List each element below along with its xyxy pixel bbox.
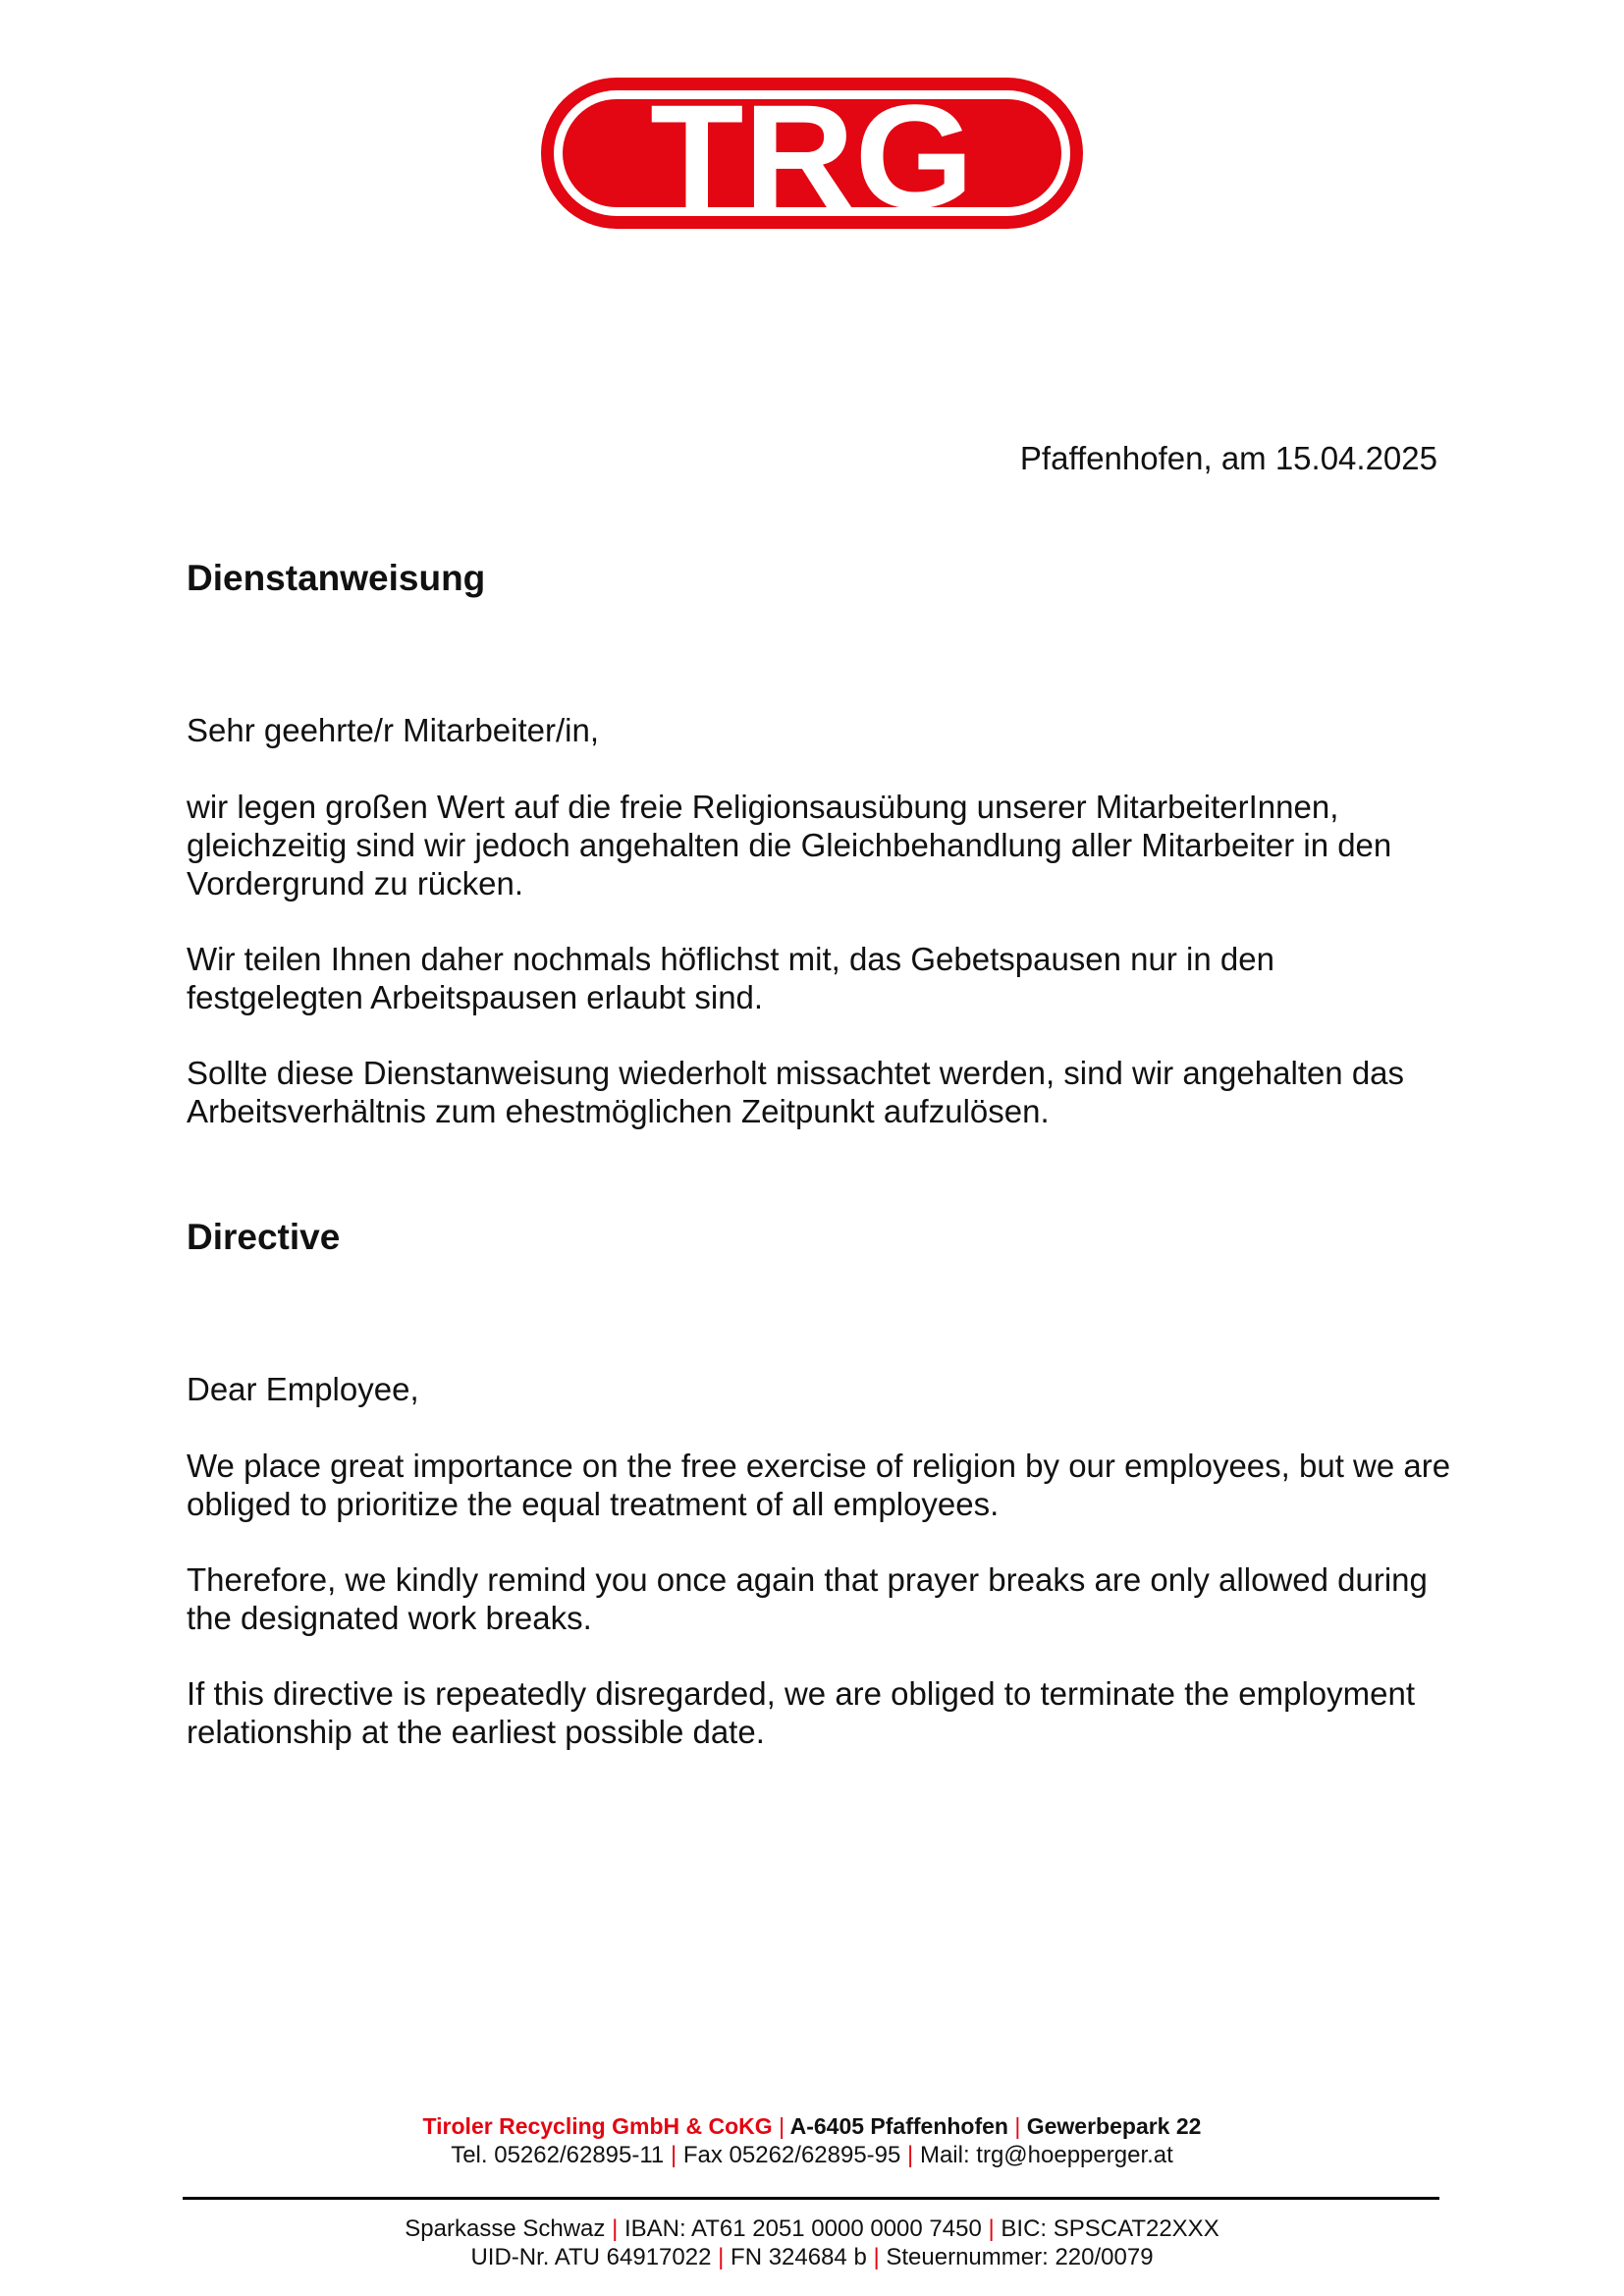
footer-contact xyxy=(0,2111,1624,2170)
footer-fn: FN 324684 b xyxy=(731,2244,867,2270)
footer-company: Tiroler Recycling GmbH & CoKG xyxy=(422,2113,773,2139)
trg-logo xyxy=(539,76,1085,231)
german-section xyxy=(187,557,1453,1130)
german-salutation: Sehr geehrte/r Mitarbeiter/in, xyxy=(187,712,600,748)
english-paragraph-3: If this directive is repeatedly disregarded, we are obliged to terminate the employment relationship at the earliest possible date. xyxy=(187,1675,1415,1750)
logo-text: TRG xyxy=(650,76,974,231)
footer-separator: | xyxy=(718,2244,725,2270)
footer-uid: UID-Nr. ATU 64917022 xyxy=(470,2244,712,2270)
footer-separator: | xyxy=(988,2215,995,2242)
footer-registration-line xyxy=(0,2243,1624,2271)
date-line: Pfaffenhofen, am 15.04.2025 xyxy=(1019,440,1437,476)
footer-mail: Mail: trg@hoepperger.at xyxy=(919,2142,1173,2168)
footer-bank-line xyxy=(0,2214,1624,2243)
footer-street: Gewerbepark 22 xyxy=(1026,2113,1202,2139)
footer-separator: | xyxy=(670,2142,677,2168)
german-paragraph-2: Wir teilen Ihnen daher nochmals höflichst mit, das Gebetspausen nur in den festgelegten Arbeitspausen erlaubt sind. xyxy=(187,941,1274,1015)
english-heading: Directive xyxy=(187,1217,341,1257)
german-heading: Dienstanweisung xyxy=(187,558,486,598)
footer-bank: Sparkasse Schwaz xyxy=(405,2215,606,2242)
german-paragraph-1: wir legen großen Wert auf die freie Religionsausübung unserer MitarbeiterInnen, gleichzeitig sind wir jedoch angehalten die Gleichbehandlung aller Mitarbeiter in den Vordergrund zu rücken. xyxy=(187,789,1392,902)
footer-address: A-6405 Pfaffenhofen xyxy=(789,2113,1008,2139)
footer-tel: Tel. 05262/62895-11 xyxy=(451,2142,665,2168)
footer-separator: | xyxy=(907,2142,914,2168)
footer-separator: | xyxy=(779,2113,785,2139)
footer-divider xyxy=(183,2197,1439,2200)
english-salutation: Dear Employee, xyxy=(187,1371,419,1407)
footer-bic: BIC: SPSCAT22XXX xyxy=(1001,2215,1219,2242)
footer-separator: | xyxy=(612,2215,619,2242)
footer-phone-line xyxy=(0,2141,1624,2170)
footer-separator: | xyxy=(1014,2113,1021,2139)
footer-bank-info xyxy=(0,2214,1624,2271)
english-paragraph-1: We place great importance on the free exercise of religion by our employees, but we are obliged to prioritize the equal treatment of all employees. xyxy=(187,1448,1451,1522)
footer-tax: Steuernummer: 220/0079 xyxy=(886,2244,1154,2270)
german-paragraph-3: Sollte diese Dienstanweisung wiederholt missachtet werden, sind wir angehalten das Arbeitsverhältnis zum ehestmöglichen Zeitpunkt aufzulösen. xyxy=(187,1055,1405,1129)
footer-iban: IBAN: AT61 2051 0000 0000 7450 xyxy=(623,2215,982,2242)
footer-fax: Fax 05262/62895-95 xyxy=(682,2142,901,2168)
english-paragraph-2: Therefore, we kindly remind you once again that prayer breaks are only allowed during the designated work breaks. xyxy=(187,1561,1428,1636)
english-section xyxy=(187,1216,1453,1751)
footer-separator: | xyxy=(873,2244,880,2270)
trg-logo-graphic xyxy=(539,76,1085,231)
footer-company-line xyxy=(0,2111,1624,2141)
